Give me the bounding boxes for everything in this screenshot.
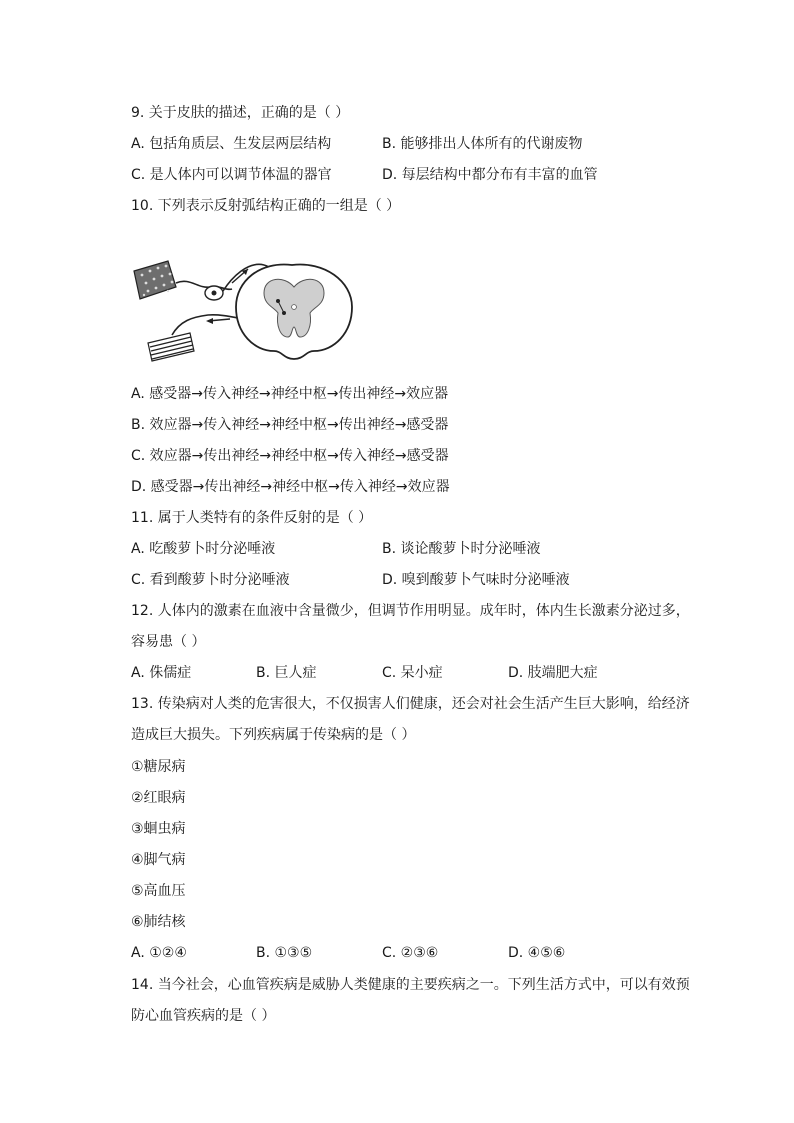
q10-option-a: A. 感受器→传入神经→神经中枢→传出神经→效应器 bbox=[131, 386, 449, 402]
reflex-arc-diagram bbox=[128, 247, 358, 367]
q9-stem: 9. 关于皮肤的描述，正确的是（ ） bbox=[131, 105, 350, 121]
q12-stem-line-2: 容易患（ ） bbox=[131, 634, 206, 650]
effector-muscle-block bbox=[148, 333, 194, 361]
q11-option-c: C. 看到酸萝卜时分泌唾液 bbox=[131, 572, 290, 588]
q10-stem: 10. 下列表示反射弧结构正确的一组是（ ） bbox=[131, 198, 401, 214]
efferent-arrow bbox=[206, 318, 230, 324]
q12-option-c: C. 呆小症 bbox=[382, 665, 443, 681]
q11-option-d: D. 嗅到酸萝卜气味时分泌唾液 bbox=[382, 572, 570, 588]
q13-option-b: B. ①③⑤ bbox=[256, 945, 313, 961]
q13-option-d: D. ④⑤⑥ bbox=[508, 945, 566, 961]
q9-option-d: D. 每层结构中都分布有丰富的血管 bbox=[382, 167, 598, 183]
q10-option-b: B. 效应器→传入神经→神经中枢→传出神经→感受器 bbox=[131, 417, 449, 433]
q9-option-b: B. 能够排出人体所有的代谢废物 bbox=[382, 136, 583, 152]
q13-item-2: ②红眼病 bbox=[131, 790, 186, 806]
q11-stem: 11. 属于人类特有的条件反射的是（ ） bbox=[131, 510, 373, 526]
q9-option-a: A. 包括角质层、生发层两层结构 bbox=[131, 136, 332, 152]
q13-item-5: ⑤高血压 bbox=[131, 883, 186, 899]
q14-stem-line-2: 防心血管疾病的是（ ） bbox=[131, 1008, 276, 1024]
q13-stem-line-2: 造成巨大损失。下列疾病属于传染病的是（ ） bbox=[131, 727, 416, 743]
q9-option-c: C. 是人体内可以调节体温的器官 bbox=[131, 167, 332, 183]
q13-item-3: ③蛔虫病 bbox=[131, 821, 186, 837]
q12-option-b: B. 巨人症 bbox=[256, 665, 317, 681]
q13-item-4: ④脚气病 bbox=[131, 852, 186, 868]
q12-option-d: D. 肢端肥大症 bbox=[508, 665, 598, 681]
receptor-skin-block bbox=[134, 261, 176, 299]
q13-item-6: ⑥肺结核 bbox=[131, 914, 186, 930]
q12-option-a: A. 侏儒症 bbox=[131, 665, 192, 681]
q11-option-a: A. 吃酸萝卜时分泌唾液 bbox=[131, 541, 276, 557]
q12-stem-line-1: 12. 人体内的激素在血液中含量微少，但调节作用明显。成年时，体内生长激素分泌过多， bbox=[131, 603, 690, 619]
q11-option-b: B. 谈论酸萝卜时分泌唾液 bbox=[382, 541, 541, 557]
q13-stem-line-1: 13. 传染病对人类的危害很大，不仅损害人们健康，还会对社会生活产生巨大影响，给经济 bbox=[131, 696, 690, 712]
q13-option-a: A. ①②④ bbox=[131, 945, 187, 961]
q13-item-1: ①糖尿病 bbox=[131, 759, 186, 775]
q10-option-c: C. 效应器→传出神经→神经中枢→传入神经→感受器 bbox=[131, 448, 449, 464]
q14-stem-line-1: 14. 当今社会，心血管疾病是威胁人类健康的主要疾病之一。下列生活方式中，可以有效预 bbox=[131, 977, 690, 993]
q13-option-c: C. ②③⑥ bbox=[382, 945, 439, 961]
afferent-nerve bbox=[176, 281, 232, 289]
spinal-cord-section bbox=[236, 264, 352, 359]
q10-option-d: D. 感受器→传出神经→神经中枢→传入神经→效应器 bbox=[131, 479, 450, 495]
